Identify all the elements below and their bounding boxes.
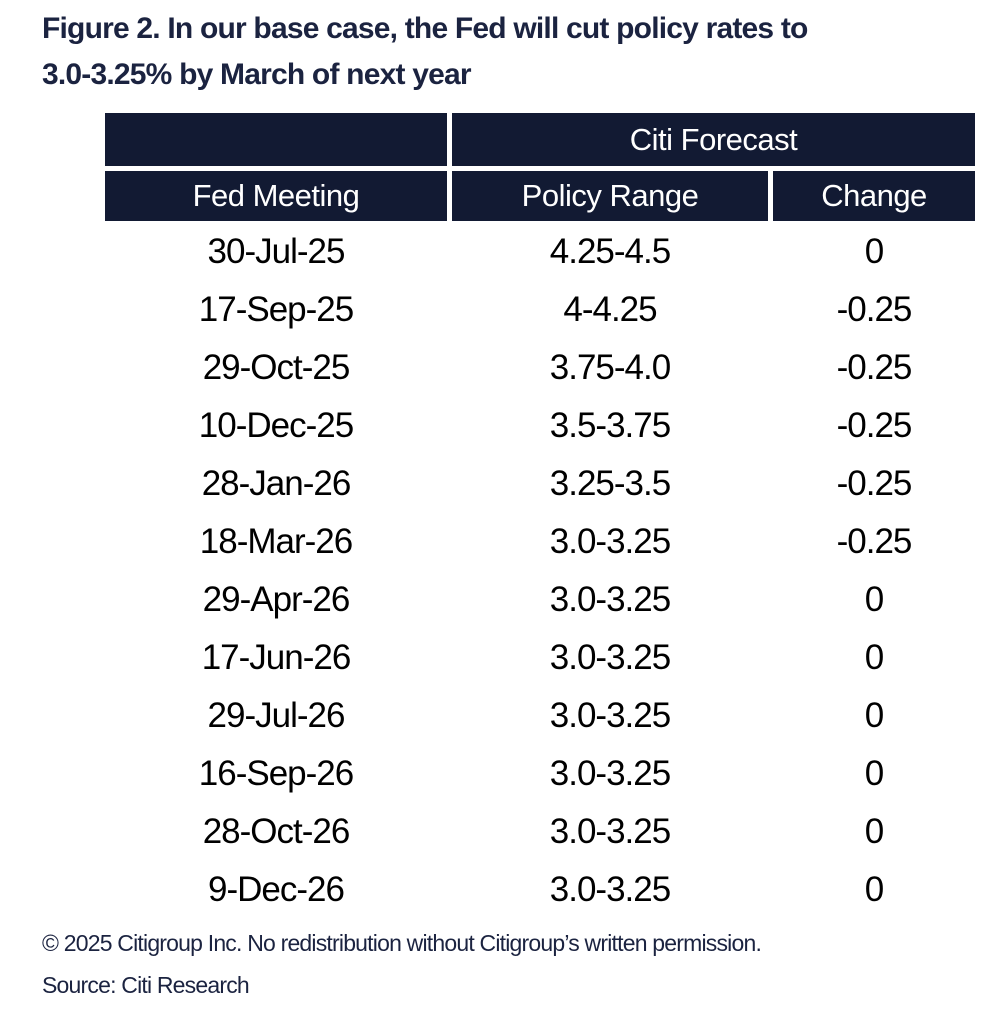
column-header-change: Change (773, 171, 975, 221)
header-spacer-cell (105, 113, 447, 166)
forecast-table (105, 113, 975, 919)
cell-change: 0 (864, 696, 884, 735)
table-row (105, 339, 975, 397)
cell-policy-range: 3.25-3.5 (549, 464, 671, 503)
cell-change: 0 (864, 870, 884, 909)
cell-fed-meeting: 9-Dec-26 (208, 870, 344, 909)
figure-title-line2: 3.0-3.25% by March of next year (42, 58, 471, 91)
cell-change: -0.25 (836, 522, 912, 561)
cell-fed-meeting: 18-Mar-26 (199, 522, 353, 561)
cell-change: -0.25 (836, 290, 912, 329)
column-header-fed-meeting: Fed Meeting (105, 171, 447, 221)
table-row (105, 397, 975, 455)
table-row (105, 629, 975, 687)
table-row (105, 861, 975, 919)
cell-policy-range: 4.25-4.5 (549, 232, 671, 271)
cell-change: 0 (864, 754, 884, 793)
cell-change: 0 (864, 232, 884, 271)
table-row (105, 571, 975, 629)
cell-policy-range: 3.75-4.0 (549, 348, 671, 387)
table-row (105, 687, 975, 745)
table-header-group-row (105, 113, 975, 166)
cell-fed-meeting: 16-Sep-26 (198, 754, 354, 793)
cell-policy-range: 3.0-3.25 (549, 522, 671, 561)
column-header-policy-range: Policy Range (452, 171, 768, 221)
table-body (105, 223, 975, 919)
cell-change: 0 (864, 580, 884, 619)
table-row (105, 513, 975, 571)
cell-policy-range: 3.0-3.25 (549, 638, 671, 677)
cell-change: -0.25 (836, 348, 912, 387)
cell-policy-range: 4-4.25 (563, 290, 657, 329)
cell-change: -0.25 (836, 406, 912, 445)
cell-fed-meeting: 17-Jun-26 (201, 638, 351, 677)
cell-fed-meeting: 29-Apr-26 (202, 580, 350, 619)
cell-change: -0.25 (836, 464, 912, 503)
cell-fed-meeting: 17-Sep-25 (198, 290, 354, 329)
table-header-row (105, 171, 975, 221)
cell-fed-meeting: 30-Jul-25 (207, 232, 345, 271)
cell-policy-range: 3.5-3.75 (549, 406, 671, 445)
figure-title-line1: Figure 2. In our base case, the Fed will cut policy rates to (42, 12, 808, 45)
cell-change: 0 (864, 638, 884, 677)
copyright-text: © 2025 Citigroup Inc. No redistribution without Citigroup’s written permission. (42, 930, 762, 956)
cell-fed-meeting: 29-Jul-26 (207, 696, 345, 735)
cell-fed-meeting: 29-Oct-25 (202, 348, 350, 387)
cell-fed-meeting: 28-Oct-26 (202, 812, 350, 851)
table-row (105, 281, 975, 339)
group-header-citi-forecast: Citi Forecast (452, 113, 975, 166)
table-row (105, 745, 975, 803)
table-row (105, 803, 975, 861)
cell-policy-range: 3.0-3.25 (549, 754, 671, 793)
cell-policy-range: 3.0-3.25 (549, 812, 671, 851)
cell-policy-range: 3.0-3.25 (549, 696, 671, 735)
cell-change: 0 (864, 812, 884, 851)
cell-fed-meeting: 10-Dec-25 (198, 406, 354, 445)
cell-policy-range: 3.0-3.25 (549, 870, 671, 909)
cell-policy-range: 3.0-3.25 (549, 580, 671, 619)
figure-title (42, 6, 992, 98)
table-row (105, 223, 975, 281)
source-text: Source: Citi Research (42, 972, 249, 998)
table-row (105, 455, 975, 513)
cell-fed-meeting: 28-Jan-26 (201, 464, 351, 503)
